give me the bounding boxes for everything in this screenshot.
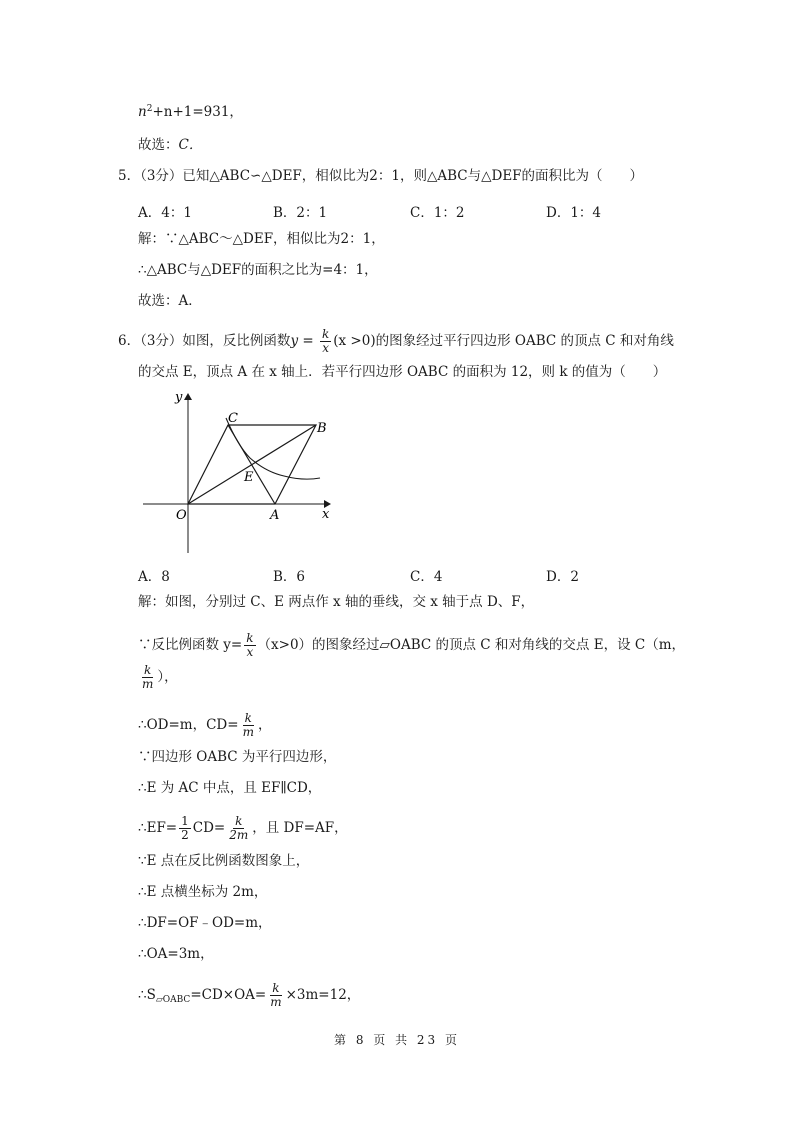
q6-solution-1: 解：如图，分别过 C、E 两点作 x 轴的垂线，交 x 轴于点 D、F，: [138, 594, 535, 610]
prev-equation: $n^2+n+1=931$，: [138, 104, 243, 120]
q5-option-d: D．1：4: [546, 205, 602, 221]
prev-answer: 故选：C．: [138, 137, 203, 153]
q6-solution-10: ∴DF=OF﹣OD=m，: [138, 915, 272, 931]
q5-solution-3: 故选：A．: [138, 293, 202, 309]
fraction-k-over-m: $\frac{k}{m}$: [142, 663, 154, 691]
q6-solution-5: ∵四边形 OABC 为平行四边形，: [138, 749, 337, 765]
fraction-k-over-2m: $\frac{k}{2m}$: [229, 814, 249, 842]
q6-solution-3: $\frac{k}{m}$ ），: [142, 663, 178, 691]
label-x: x: [322, 507, 330, 522]
q6-option-c: C．4: [410, 569, 443, 585]
q5-option-b: B．2：1: [273, 205, 328, 221]
q5-stem: 5．（3分）已知△ABC∽△DEF，相似比为2：1，则△ABC与△DEF的面积比为（ ）: [118, 168, 644, 184]
hyperbola-curve: [226, 418, 320, 479]
q6-solution-7: ∴EF= $\frac{1}{2}$ CD= $\frac{k}{2m}$ ，且 DF=AF，: [138, 814, 348, 842]
fraction-k-over-x: $\frac{k}{x}$: [246, 631, 254, 659]
label-a: A: [270, 508, 280, 523]
q6-solution-6: ∴E 为 AC 中点，且 EF∥CD，: [138, 780, 322, 796]
label-c: C: [228, 411, 238, 426]
fraction-k-over-m: $\frac{k}{m}$: [242, 711, 254, 739]
fraction-k-over-m: $\frac{k}{m}$: [270, 981, 282, 1009]
q5-solution-2: ∴△ABC与△DEF的面积之比为=4：1，: [138, 262, 378, 278]
page-footer: 第 8 页 共 23 页: [334, 1033, 460, 1047]
label-e: E: [244, 470, 254, 485]
q6-solution-11: ∴OA=3m，: [138, 946, 214, 962]
q6-stem-line2: 的交点 E，顶点 A 在 x 轴上．若平行四边形 OABC 的面积为 12，则 k 的值为（ ）: [138, 364, 667, 380]
q6-option-d: D．2: [546, 569, 579, 585]
q6-solution-8: ∵E 点在反比例函数图象上，: [138, 853, 310, 869]
q6-solution-9: ∴E 点横坐标为 2m，: [138, 884, 268, 900]
label-y: y: [175, 390, 183, 405]
q6-stem-line1: 6．（3分）如图，反比例函数y = $\frac{k}{x}$ (x >0)的图象经过平行四边形 OABC 的顶点 C 和对角线: [118, 327, 674, 355]
q6-solution-4: ∴OD=m，CD= $\frac{k}{m}$ ，: [138, 711, 272, 739]
fraction-k-over-x: $\frac{k}{x}$: [321, 327, 330, 355]
q6-solution-12: $\therefore S_{▱OABC}=CD\times OA=$ $\frac{k}{m}$ ×3m=12，: [138, 981, 361, 1009]
q5-option-a: A．4：1: [138, 205, 192, 221]
q5-solution-1: 解：∵△ABC～△DEF，相似比为2：1，: [138, 231, 385, 247]
q6-solution-2: ∵反比例函数 y= $\frac{k}{x}$ （x>0）的图象经过▱OABC 的顶点 C 和对角线的交点 E，设 C（m，: [138, 631, 685, 659]
q6-figure: [138, 388, 338, 556]
label-b: B: [317, 421, 327, 436]
q6-option-a: A．8: [138, 569, 170, 585]
q6-option-b: B．6: [273, 569, 306, 585]
q5-option-c: C．1：2: [410, 205, 465, 221]
label-o: O: [176, 508, 187, 523]
fraction-one-half: $\frac{1}{2}$: [181, 814, 189, 842]
